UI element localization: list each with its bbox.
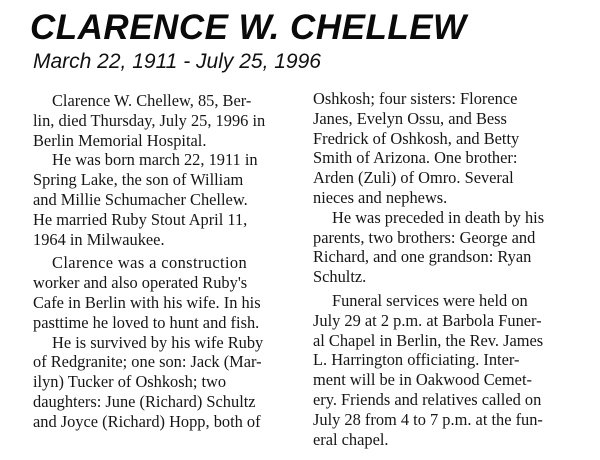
body-line: ilyn) Tucker of Oshkosh; two: [33, 372, 227, 392]
body-line: worker and also operated Ruby's: [33, 273, 248, 293]
body-line: He was born march 22, 1911 in: [52, 150, 258, 170]
body-line: He is survived by his wife Ruby: [52, 332, 264, 352]
body-line: Cafe in Berlin with his wife. In his: [33, 292, 261, 312]
body-line: ery. Friends and relatives called on: [313, 389, 542, 409]
body-line: Fredrick of Oshkosh, and Betty: [313, 128, 520, 148]
body-line: parents, two brothers: George and: [313, 227, 536, 247]
obituary-name-headline: CLARENCE W. CHELLEW: [30, 8, 467, 47]
body-line: July 28 from 4 to 7 p.m. at the fun-: [313, 409, 543, 429]
body-line: nieces and nephews.: [313, 187, 448, 207]
body-line: Schultz.: [313, 267, 367, 287]
body-line: ment will be in Oakwood Cemet-: [313, 370, 532, 390]
body-line: Funeral services were held on: [332, 290, 528, 310]
body-line: lin, died Thursday, July 25, 1996 in: [33, 110, 266, 130]
body-line: pasttime he loved to hunt and fish.: [33, 312, 260, 332]
body-line: daughters: June (Richard) Schultz: [33, 391, 256, 411]
body-line: and Millie Schumacher Chellew.: [33, 189, 248, 209]
body-line: Berlin Memorial Hospital.: [33, 130, 207, 150]
body-line: Clarence was a construction: [52, 253, 248, 273]
body-line: Spring Lake, the son of William: [33, 170, 244, 190]
body-line: Oshkosh; four sisters: Florence: [313, 89, 518, 108]
body-line: al Chapel in Berlin, the Rev. James: [313, 330, 544, 350]
body-line: eral chapel.: [313, 429, 389, 449]
body-line: He was preceded in death by his: [332, 207, 545, 227]
body-line: L. Harrington officiating. Inter-: [313, 350, 520, 370]
body-line: He married Ruby Stout April 11,: [33, 209, 248, 229]
body-line: Clarence W. Chellew, 85, Ber-: [52, 91, 252, 110]
obituary-right-column: [313, 89, 583, 449]
obituary-life-dates: March 22, 1911 - July 25, 1996: [33, 50, 321, 73]
body-line: of Redgranite; one son: Jack (Mar-: [33, 352, 262, 372]
body-line: July 29 at 2 p.m. at Barbola Funer-: [313, 310, 542, 330]
body-line: 1964 in Milwaukee.: [33, 229, 165, 249]
body-line: Janes, Evelyn Ossu, and Bess: [313, 108, 507, 128]
body-line: Richard, and one grandson: Ryan: [313, 247, 532, 267]
body-line: and Joyce (Richard) Hopp, both of: [33, 411, 261, 431]
obituary-left-column: [33, 91, 301, 432]
body-line: Arden (Zuli) of Omro. Several: [313, 168, 514, 188]
body-line: Smith of Arizona. One brother:: [313, 148, 518, 168]
